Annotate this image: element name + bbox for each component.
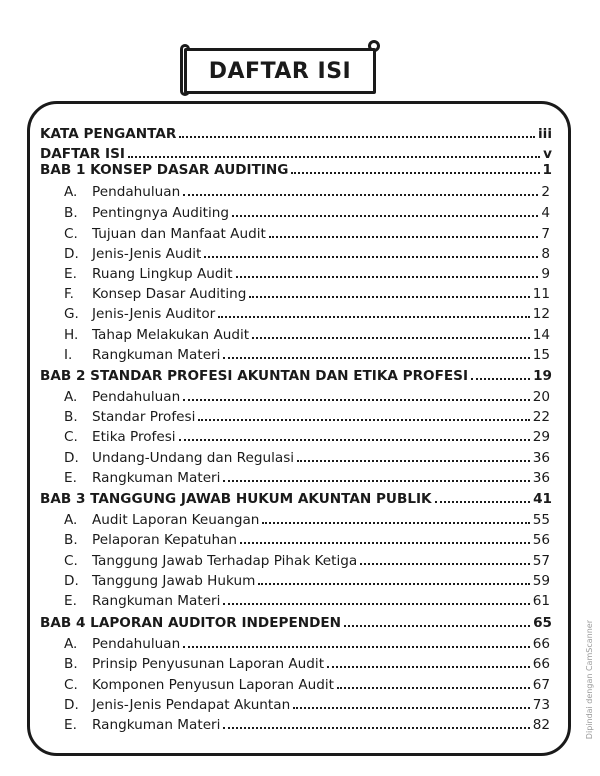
toc-page-number: 66: [532, 636, 550, 652]
toc-entry-label: Tanggung Jawab Terhadap Pihak Ketiga: [92, 553, 358, 569]
dot-leader: [204, 256, 538, 258]
toc-entry-label: Etika Profesi: [92, 429, 176, 445]
toc-page-number: 20: [532, 389, 550, 405]
dot-leader: [223, 727, 529, 729]
dot-leader: [327, 666, 530, 668]
toc-chapter-entry: [40, 158, 552, 178]
toc-entry-label: Undang-Undang dan Regulasi: [92, 450, 295, 466]
dot-leader: [223, 603, 529, 605]
toc-entry-letter: B.: [64, 656, 78, 672]
toc-page-number: 1: [542, 162, 552, 178]
toc-entry-letter: D.: [64, 573, 79, 589]
toc-section-entry: [64, 549, 550, 569]
toc-page-number: 36: [532, 470, 550, 486]
toc-page-number: 55: [532, 512, 550, 528]
toc-entry-label: Pendahuluan: [92, 389, 181, 405]
toc-chapter-entry: [40, 611, 552, 631]
toc-page-number: 7: [541, 226, 550, 242]
dot-leader: [218, 316, 529, 318]
dot-leader: [344, 625, 530, 627]
dot-leader: [236, 276, 539, 278]
toc-entry-letter: C.: [64, 226, 78, 242]
toc-entry-label: Rangkuman Materi: [92, 347, 221, 363]
toc-section-entry: [64, 673, 550, 693]
dot-leader: [223, 357, 529, 359]
toc-page-number: 22: [532, 409, 550, 425]
toc-entry-letter: E.: [64, 470, 77, 486]
toc-entry-label: Jenis-Jenis Auditor: [92, 306, 216, 322]
toc-entry-letter: F.: [64, 286, 74, 302]
toc-entry-letter: D.: [64, 450, 79, 466]
toc-entry-letter: C.: [64, 553, 78, 569]
toc-section-entry: [64, 302, 550, 322]
toc-section-entry: [64, 385, 550, 405]
toc-entry-letter: A.: [64, 636, 78, 652]
toc-section-entry: [64, 282, 550, 302]
toc-entry-label: Tujuan dan Manfaat Audit: [92, 226, 266, 242]
toc-entry-label: Pendahuluan: [92, 184, 181, 200]
page-title: DAFTAR ISI: [184, 48, 376, 94]
toc-entry-letter: B.: [64, 409, 78, 425]
toc-entry-letter: B.: [64, 205, 78, 221]
toc-entry-letter: D.: [64, 697, 79, 713]
toc-entry-letter: I.: [64, 347, 73, 363]
toc-page-number: 61: [532, 593, 550, 609]
dot-leader: [337, 687, 530, 689]
dot-leader: [183, 399, 529, 401]
toc-section-entry: [64, 425, 550, 445]
dot-leader: [179, 439, 530, 441]
toc-entry-label: Audit Laporan Keuangan: [92, 512, 260, 528]
toc-entry-label: Pendahuluan: [92, 636, 181, 652]
toc-chapter-entry: [40, 364, 552, 384]
toc-entry-label: Konsep Dasar Auditing: [92, 286, 247, 302]
dot-leader: [293, 707, 529, 709]
dot-leader: [232, 215, 538, 217]
toc-entry-label: Pentingnya Auditing: [92, 205, 230, 221]
toc-entry-letter: A.: [64, 184, 78, 200]
toc-entry-letter: G.: [64, 306, 79, 322]
toc-section-entry: [64, 652, 550, 672]
toc-entry-letter: E.: [64, 717, 77, 733]
dot-leader: [297, 460, 530, 462]
toc-page-number: 12: [532, 306, 550, 322]
toc-page-number: 73: [532, 697, 550, 713]
toc-entry-label: BAB 4 LAPORAN AUDITOR INDEPENDEN: [40, 615, 342, 631]
title-banner: [184, 42, 380, 94]
toc-entry-label: Tahap Melakukan Audit: [92, 327, 250, 343]
dot-leader: [262, 522, 529, 524]
toc-page-number: 41: [533, 491, 552, 507]
toc-entry-label: Jenis-Jenis Audit: [92, 246, 202, 262]
toc-page-number: 36: [532, 450, 550, 466]
dot-leader: [240, 542, 530, 544]
toc-section-entry: [64, 343, 550, 363]
toc-section-entry: [64, 180, 550, 200]
toc-chapter-entry: [40, 122, 552, 142]
toc-page-number: 15: [532, 347, 550, 363]
toc-section-entry: [64, 446, 550, 466]
toc-entry-letter: C.: [64, 429, 78, 445]
toc-page-number: 29: [532, 429, 550, 445]
toc-entry-letter: D.: [64, 246, 79, 262]
toc-section-entry: [64, 693, 550, 713]
toc-entry-label: KATA PENGANTAR: [40, 126, 177, 142]
dot-leader: [471, 378, 530, 380]
toc-section-entry: [64, 569, 550, 589]
toc-section-entry: [64, 242, 550, 262]
toc-entry-label: Rangkuman Materi: [92, 593, 221, 609]
toc-page-number: 11: [532, 286, 550, 302]
toc-entry-label: BAB 1 KONSEP DASAR AUDITING: [40, 162, 289, 178]
toc-section-entry: [64, 632, 550, 652]
dot-leader: [291, 172, 539, 174]
toc-section-entry: [64, 528, 550, 548]
toc-entry-letter: A.: [64, 389, 78, 405]
toc-section-entry: [64, 405, 550, 425]
toc-entry-label: BAB 2 STANDAR PROFESI AKUNTAN DAN ETIKA PROFESI: [40, 368, 469, 384]
toc-entry-label: DAFTAR ISI: [40, 146, 125, 162]
toc-section-entry: [64, 466, 550, 486]
toc-chapter-entry: [40, 487, 552, 507]
toc-page-number: 19: [533, 368, 552, 384]
toc-entry-letter: E.: [64, 593, 77, 609]
toc-entry-letter: C.: [64, 677, 78, 693]
toc-page-number: 67: [532, 677, 550, 693]
toc-entry-label: Pelaporan Kepatuhan: [92, 532, 238, 548]
toc-entry-label: Rangkuman Materi: [92, 717, 221, 733]
toc-page-number: 2: [541, 184, 550, 200]
toc-entry-label: Ruang Lingkup Audit: [92, 266, 233, 282]
toc-entry-label: Prinsip Penyusunan Laporan Audit: [92, 656, 325, 672]
toc-page-number: v: [543, 146, 552, 162]
dot-leader: [183, 646, 529, 648]
dot-leader: [198, 419, 529, 421]
dot-leader: [269, 236, 539, 238]
toc-entry-label: Komponen Penyusun Laporan Audit: [92, 677, 334, 693]
dot-leader: [179, 136, 535, 138]
dot-leader: [223, 480, 529, 482]
toc-page-number: iii: [538, 126, 552, 142]
toc-section-entry: [64, 262, 550, 282]
toc-section-entry: [64, 323, 550, 343]
toc-entry-label: Standar Profesi: [92, 409, 196, 425]
dot-leader: [360, 563, 529, 565]
dot-leader: [183, 194, 538, 196]
toc-entry-letter: H.: [64, 327, 79, 343]
dot-leader: [249, 296, 529, 298]
toc-page-number: 4: [541, 205, 550, 221]
dot-leader: [258, 583, 529, 585]
toc-section-entry: [64, 713, 550, 733]
toc-page-number: 82: [532, 717, 550, 733]
toc-page-number: 66: [532, 656, 550, 672]
toc-entry-label: BAB 3 TANGGUNG JAWAB HUKUM AKUNTAN PUBLIK: [40, 491, 432, 507]
toc-entry-letter: E.: [64, 266, 77, 282]
scanner-watermark: Dipindai dengan CamScanner: [585, 620, 594, 740]
toc-section-entry: [64, 508, 550, 528]
toc-section-entry: [64, 222, 550, 242]
toc-page-number: 57: [532, 553, 550, 569]
toc-entry-label: Tanggung Jawab Hukum: [92, 573, 256, 589]
toc-section-entry: [64, 589, 550, 609]
toc-section-entry: [64, 201, 550, 221]
toc-entry-letter: B.: [64, 532, 78, 548]
toc-page-number: 56: [532, 532, 550, 548]
toc-page-number: 59: [532, 573, 550, 589]
dot-leader: [252, 337, 530, 339]
toc-entry-letter: A.: [64, 512, 78, 528]
dot-leader: [435, 501, 531, 503]
toc-entry-label: Jenis-Jenis Pendapat Akuntan: [92, 697, 291, 713]
toc-page-number: 9: [541, 266, 550, 282]
toc-page-number: 65: [533, 615, 552, 631]
toc-page-number: 14: [532, 327, 550, 343]
toc-page-number: 8: [541, 246, 550, 262]
toc-entry-label: Rangkuman Materi: [92, 470, 221, 486]
